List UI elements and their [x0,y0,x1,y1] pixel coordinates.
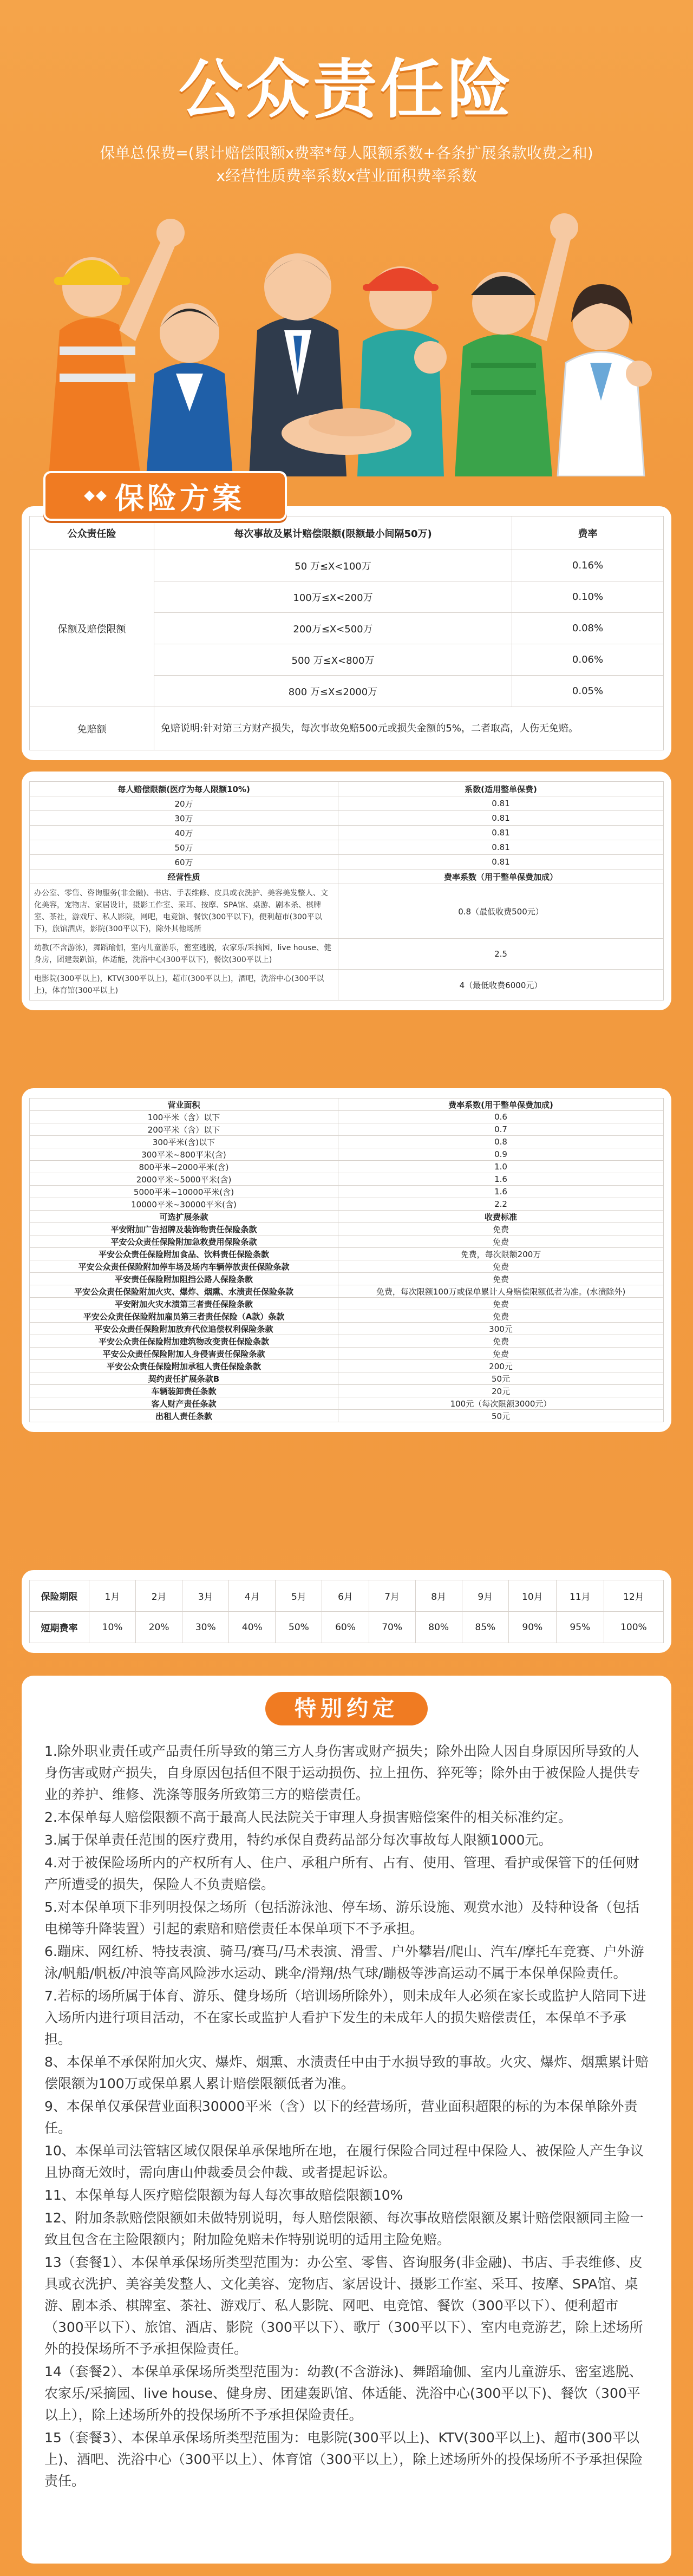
area-cell: 10000平米~30000平米(含) [30,1198,338,1211]
plan-header-limit: 每次事故及累计赔偿限额(限额最小间隔50万) [154,516,512,550]
ext-clause: 平安公众责任保险附加停车场及场内车辆停放责任保险条款 [30,1260,338,1273]
rate-cell: 20% [136,1612,182,1643]
ext-fee: 50元 [338,1410,664,1422]
clause-text: 14（套餐2）、本保单承保场所类型范围为：幼教(不含游泳)、舞蹈瑜伽、室内儿童游乐、密室逃脱、农家乐/采摘园、live house、健身房、团建轰趴馆、体适能、洗浴中心(300平以下)、餐饮（300平以上），除上述场所外的投保场所不予承担保险责任。 [44,2364,643,2423]
table-row [30,707,664,750]
diamond-icon [86,492,105,500]
hero-banner [0,0,693,476]
clause-text: 5.对本保单项下非列明投保之场所（包括游泳池、停车场、游乐设施、观赏水池）及特种设备（包括电梯等升降装置）引起的索赔和赔偿责任本保单项下不予承担。 [44,1899,639,1937]
limit-range: 800 万≤X≤2000万 [154,676,512,707]
table-row [30,550,664,581]
coef-cell: 0.7 [338,1123,664,1136]
clause-text: 4.对于被保险场所内的产权所有人、住户、承租户所有、占有、使用、管理、看护或保管下的任何财产所遭受的损失，保险人不负责赔偿。 [44,1855,639,1892]
rate-value: 0.08% [512,613,664,644]
table-row [30,970,664,1001]
clause-text: 1.除外职业责任或产品责任所导致的第三方人身伤害或财产损失；除外出险人因自身原因所导致的人身伤害或财产损失，自身原因包括但不限于运动损伤、拉上扭伤、猝死等；除外由于被保险人提供专业的养护、维修、洗涤等服务所致第三方的赔偿责任。 [44,1743,640,1802]
ext-fee: 300元 [338,1323,664,1335]
coef-cell: 1.6 [338,1186,664,1198]
rate-value: 0.05% [512,676,664,707]
limit-cell: 30万 [30,811,338,826]
table-row [30,855,664,869]
ext-clause: 契约责任扩展条款B [30,1372,338,1385]
ext-clause: 平安公众责任保险附加食品、饮料责任保险条款 [30,1248,338,1260]
ext-clause: 平安公众责任保险附加放弃代位追偿权利保险条款 [30,1323,338,1335]
ext-fee: 100元（每次限额3000元） [338,1397,664,1410]
clause-text: 8、本保单不承保附加火灾、爆炸、烟熏、水渍责任中由于水损导致的事故。火灾、爆炸、烟熏累计赔偿限额为100万或保单累人累计赔偿限额低者为准。 [44,2054,649,2091]
coef-cell: 2.2 [338,1198,664,1211]
rate-value: 0.10% [512,581,664,613]
ext-clause: 平安公众责任保险附加建筑物改变责任保险条款 [30,1335,338,1348]
table-row [30,796,664,811]
ext-clause: 平安附加火灾水渍第三者责任保险条款 [30,1298,338,1310]
month-cell: 2月 [136,1580,182,1612]
section-title: 保险方案 [115,481,245,515]
area-header: 营业面积 [30,1099,338,1111]
rate-cell: 50% [276,1612,322,1643]
ext-fee: 免费 [338,1298,664,1310]
ext-clause: 平安公众责任保险附加人身侵害责任保险条款 [30,1348,338,1360]
coef-cell: 0.6 [338,1111,664,1123]
ext-fee: 50元 [338,1372,664,1385]
formula-line-2: x经营性质费率系数x营业面积费率系数 [216,167,477,185]
nature-desc: 电影院(300平以上)，KTV(300平以上)，超市(300平以上)，酒吧，洗浴中心(300平以上)，体育馆(300平以上) [30,970,338,1001]
ext-clause: 平安公众责任保险附加承租人责任保险条款 [30,1360,338,1372]
table-row [30,1335,664,1348]
table-row [30,1410,664,1422]
limit-header: 每人赔偿限额(医疗为每人限额10%) [30,782,338,796]
month-cell: 6月 [322,1580,369,1612]
special-card [22,1676,671,2564]
table-row [30,1580,664,1612]
ext-fee: 200元 [338,1360,664,1372]
table-row [30,1323,664,1335]
limit-cell: 60万 [30,855,338,869]
nature-desc: 办公室、零售、咨询服务(非金融)、书店、手表维修、皮具或衣洗护、美容美发整人、文化美容，宠物店、家居设计，摄影工作室、采耳、按摩、SPA馆、桌游、剧本杀、棋牌室、茶社，游戏厅、私人影院，网吧，电竞馆、餐饮(300平以下)，便利超市(300平以下)，旅馆酒店，影院(300平以下)，除外其他场所 [30,884,338,939]
rate-cell: 95% [556,1612,604,1643]
coef-header: 系数(适用整单保费) [338,782,664,796]
coef-cell: 0.81 [338,855,664,869]
table-row [30,1161,664,1173]
area-coef-header: 费率系数(用于整单保费加成) [338,1099,664,1111]
clause-text: 3.属于保单责任范围的医疗费用，特约承保自费药品部分每次事故每人限额1000元。 [44,1832,552,1848]
coef-cell: 0.81 [338,796,664,811]
plan-header-type: 公众责任险 [30,516,154,550]
ext-clause: 平安公众责任保险附加火灾、爆炸、烟熏、水渍责任保险条款 [30,1285,338,1298]
coef-cell: 0.81 [338,840,664,855]
table-row [30,1273,664,1285]
month-cell: 3月 [182,1580,229,1612]
rate-cell: 70% [369,1612,415,1643]
month-cell: 8月 [415,1580,462,1612]
coef-cell: 1.6 [338,1173,664,1186]
page-title: 公众责任险 [178,54,514,126]
rate-value: 0.16% [512,550,664,581]
premium-formula [43,142,650,187]
team-illustration [38,195,655,476]
month-cell: 9月 [462,1580,508,1612]
rate-label: 短期费率 [30,1612,89,1643]
clause-text: 11、本保单每人医疗赔偿限额为每人每次事故赔偿限额10% [44,2187,403,2203]
table-row [30,840,664,855]
clause-text: 15（套餐3）、本保单承保场所类型范围为：电影院(300平以上)、KTV(300平以上)、超市(300平以上)、酒吧、洗浴中心（300平以上）、体育馆（300平以上），除上述场所外的投保场所不予承担保险责任。 [44,2430,643,2489]
table-row [30,1111,664,1123]
limit-range: 500 万≤X<800万 [154,644,512,676]
clause-text: 9、本保单仅承保营业面积30000平米（含）以下的经营场所，营业面积超限的标的为本保单除外责任。 [44,2098,638,2136]
limit-cell: 20万 [30,796,338,811]
plan-header-rate: 费率 [512,516,664,550]
table-row [30,1310,664,1323]
table-row [30,1173,664,1186]
table-row [30,1360,664,1372]
ext-header: 可选扩展条款 [30,1211,338,1223]
table-row [30,811,664,826]
table-row [30,1260,664,1273]
clause-text: 10、本保单司法管辖区域仅限保单承保地所在地，在履行保险合同过程中保险人、被保险人产生争议且协商无效时，需向唐山仲裁委员会仲裁、或者提起诉讼。 [44,2143,644,2180]
nature-header: 经营性质 [30,869,338,884]
area-cell: 100平米（含）以下 [30,1111,338,1123]
coef-cell: 0.8 [338,1136,664,1148]
clause-text: 7.若标的场所属于体育、游乐、健身场所（培训场所除外），则未成年人必须在家长或监护人陪同下进入场所内进行项目活动，不在家长或监护人看护下发生的未成年人的损失赔偿责任，本保单不予承担。 [44,1988,646,2047]
nature-coef: 2.5 [338,939,664,970]
ext-fee: 免费 [338,1223,664,1235]
area-cell: 2000平米~5000平米(含) [30,1173,338,1186]
month-cell: 12月 [604,1580,663,1612]
period-card [22,1570,671,1653]
ext-clause: 平安公众责任保险附加雇员第三者责任保险（A款）条款 [30,1310,338,1323]
area-cell: 200平米（含）以下 [30,1123,338,1136]
nature-coef: 4（最低收费6000元） [338,970,664,1001]
nature-desc: 幼教(不含游泳)，舞蹈瑜伽，室内儿童游乐，密室逃脱，农家乐/采摘园，live house、健身房，团建轰趴馆，体适能，洗浴中心(300平以下)，餐饮(300平以上) [30,939,338,970]
plan-card [22,506,671,760]
table-row [30,1186,664,1198]
ext-fee: 免费 [338,1335,664,1348]
table-row [30,1348,664,1360]
fee-header: 收费标准 [338,1211,664,1223]
ext-fee: 20元 [338,1385,664,1397]
rate-cell: 90% [508,1612,556,1643]
nature-coef-header: 费率系数（用于整单保费加成） [338,869,664,884]
table-row [30,884,664,939]
rate-cell: 10% [89,1612,136,1643]
period-table [29,1580,664,1643]
month-cell: 5月 [276,1580,322,1612]
limit-table [29,781,664,1001]
month-cell: 7月 [369,1580,415,1612]
clause-text: 13（套餐1）、本保单承保场所类型范围为：办公室、零售、咨询服务(非金融)、书店、手表维修、皮具或衣洗护、美容美发整人、文化美容、宠物店、家居设计、摄影工作室、采耳、按摩、SPA馆、桌游、剧本杀、棋牌室、茶社、游戏厅、私人影院、网吧、电竞馆、餐饮（300平以下）、便利超市（300平以下）、旅馆、酒店、影院（300平以下）、歌厅（300平以下）、室内电竞游艺，除上述场所外的投保场所不予承担保险责任。 [44,2254,643,2357]
limit-cell: 40万 [30,826,338,840]
ext-fee: 免费 [338,1235,664,1248]
clause-text: 2.本保单每人赔偿限额不高于最高人民法院关于审理人身损害赔偿案件的相关标准约定。 [44,1809,572,1825]
area-cell: 300平米~800平米(含) [30,1148,338,1161]
rate-cell: 85% [462,1612,508,1643]
ext-clause: 平安责任保险附加阻挡公路人保险条款 [30,1273,338,1285]
table-row [30,1123,664,1136]
period-label: 保险期限 [30,1580,89,1612]
rate-cell: 40% [229,1612,276,1643]
limit-card [22,772,671,1010]
limit-range: 50 万≤X<100万 [154,550,512,581]
limit-range: 200万≤X<500万 [154,613,512,644]
rate-cell: 100% [604,1612,663,1643]
ext-fee: 免费，每次限额200万 [338,1248,664,1260]
section-badge [43,471,287,521]
rate-cell: 30% [182,1612,229,1643]
deductible-text: 免赔说明:针对第三方财产损失，每次事故免赔500元或损失金额的5%，二者取高，人伤无免赔。 [154,707,664,750]
table-row [30,1612,664,1643]
ext-fee: 免费 [338,1260,664,1273]
coef-cell: 1.0 [338,1161,664,1173]
clause-text: 6.蹦床、网红桥、特技表演、骑马/赛马/马术表演、滑雪、户外攀岩/爬山、汽车/摩托车竞赛、户外游泳/帆船/帆板/冲浪等高风险涉水运动、跳伞/滑翔/热气球/蹦极等涉高运动不属于本保单保险责任。 [44,1944,644,1981]
formula-line-1: 保单总保费=(累计赔偿限额x费率*每人限额系数+各条扩展条款收费之和) [100,144,593,162]
coef-cell: 0.9 [338,1148,664,1161]
ext-fee: 免费 [338,1310,664,1323]
table-row [30,1397,664,1410]
clause-text: 12、附加条款赔偿限额如未做特别说明，每人赔偿限额、每次事故赔偿限额及累计赔偿限额同主险一致且包含在主险限额内；附加险免赔未作特别说明的适用主险免赔。 [44,2210,644,2247]
area-cell: 5000平米~10000平米(含) [30,1186,338,1198]
table-row [30,1298,664,1310]
ext-clause: 平安附加广告招牌及装饰物责任保险条款 [30,1223,338,1235]
ext-clause: 平安公众责任保险附加急救费用保险条款 [30,1235,338,1248]
deductible-label: 免赔额 [30,707,154,750]
limit-cell: 50万 [30,840,338,855]
coef-cell: 0.81 [338,826,664,840]
special-title: 特别约定 [265,1692,428,1725]
table-row [30,1223,664,1235]
rate-cell: 80% [415,1612,462,1643]
table-row [30,1235,664,1248]
area-cell: 300平米(含)以下 [30,1136,338,1148]
area-table [29,1098,664,1422]
nature-coef: 0.8（最低收费500元） [338,884,664,939]
rate-cell: 60% [322,1612,369,1643]
table-row [30,1198,664,1211]
plan-row-label: 保额及赔偿限额 [30,550,154,707]
table-row [30,1285,664,1298]
month-cell: 11月 [556,1580,604,1612]
month-cell: 4月 [229,1580,276,1612]
rate-value: 0.06% [512,644,664,676]
table-row [30,1248,664,1260]
area-card [22,1088,671,1432]
coef-cell: 0.81 [338,811,664,826]
ext-fee: 免费，每次限额100万或保单累计人身赔偿限额低者为准。(水渍除外) [338,1285,664,1298]
table-row [30,826,664,840]
table-row [30,1385,664,1397]
area-cell: 800平米~2000平米(含) [30,1161,338,1173]
month-cell: 1月 [89,1580,136,1612]
ext-fee: 免费 [338,1348,664,1360]
table-row [30,1372,664,1385]
plan-table [29,516,664,750]
ext-clause: 车辆装卸责任条款 [30,1385,338,1397]
ext-clause: 出租人责任条款 [30,1410,338,1422]
ext-clause: 客人财产责任条款 [30,1397,338,1410]
table-row [30,939,664,970]
limit-range: 100万≤X<200万 [154,581,512,613]
month-cell: 10月 [508,1580,556,1612]
table-row [30,1148,664,1161]
table-row [30,1136,664,1148]
ext-fee: 免费 [338,1273,664,1285]
